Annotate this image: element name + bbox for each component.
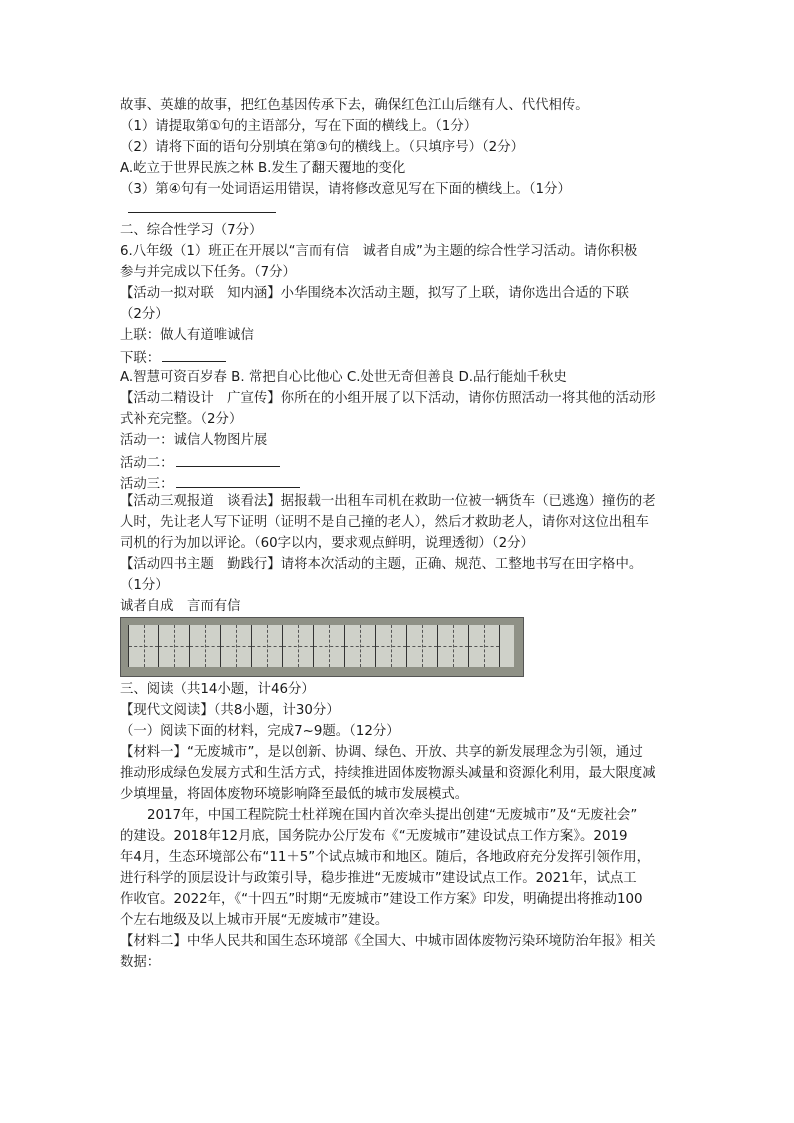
options-line: A.屹立于世界民族之林 B.发生了翻天覆地的变化 — [120, 161, 406, 176]
answer-blank — [128, 212, 276, 213]
grid-cell[interactable] — [283, 625, 314, 667]
grid-cell[interactable] — [376, 625, 407, 667]
grid-cell[interactable] — [407, 625, 438, 667]
upper-couplet: 上联：做人有道唯诚信 — [120, 328, 254, 343]
question-3: （3）第④句有一处词语运用错误，请将修改意见写在下面的横线上。（1分） — [120, 182, 571, 197]
question-2: （2）请将下面的语句分别填在第③句的横线上。（只填序号）（2分） — [120, 140, 524, 155]
activity-3: 【活动三观报道 谈看法】据报载一出租车司机在救助一位被一辆货车（已逃逸）撞伤的老 — [120, 494, 656, 509]
material-1: 【材料一】“无废城市”，是以创新、协调、绿色、开放、共享的新发展理念为引领，通过 — [120, 745, 643, 760]
grid-cell[interactable] — [438, 625, 469, 667]
text-line: （2分） — [120, 307, 169, 322]
grid-cell[interactable] — [345, 625, 376, 667]
grid-cell[interactable] — [128, 625, 159, 667]
text-line: 进行科学的顶层设计与政策引导，稳步推进“无废城市”建设试点工作。2021年，试点工 — [120, 871, 637, 886]
text-line: 年4月，生态环境部公布“11＋5”个试点城市和地区。随后，各地政府充分发挥引领作用， — [120, 850, 651, 865]
grid-cell[interactable] — [314, 625, 345, 667]
lower-couplet — [120, 347, 226, 369]
activity-1: 【活动一拟对联 知内涵】小华围绕本次活动主题，拟写了上联，请你选出合适的下联 — [120, 286, 629, 301]
options-line: A.智慧可资百岁春 B. 常把自心比他心 C.处世无奇但善良 D.品行能灿千秋史 — [120, 370, 567, 385]
text-line: 推动形成绿色发展方式和生活方式，持续推进固体废物源头减量和资源化利用，最大限度减 — [120, 766, 656, 781]
text-line: 数据： — [120, 955, 161, 970]
text-line: 个左右地级及以上城市开展“无废城市”建设。 — [120, 913, 389, 928]
answer-blank — [176, 473, 300, 488]
text-line: 人时，先让老人写下证明（证明不是自己撞的老人），然后才救助老人，请你对这位出租车 — [120, 515, 649, 530]
subsection-heading: （一）阅读下面的材料，完成7~9题。（12分） — [120, 724, 400, 739]
grid-cell[interactable] — [469, 625, 500, 667]
text-line: 司机的行为加以评论。（60字以内，要求观点鲜明，说理透彻）（2分） — [120, 536, 534, 551]
text-line: 2017年，中国工程院院士杜祥琬在国内首次牵头提出创建“无废城市”及“无废社会” — [147, 808, 638, 823]
tianzige-cells — [128, 625, 514, 667]
activity-item — [120, 452, 280, 474]
text-line: 参与并完成以下任务。（7分） — [120, 265, 296, 280]
grid-cell[interactable] — [221, 625, 252, 667]
text-line: 故事、英雄的故事，把红色基因传承下去，确保红色江山后继有人、代代相传。 — [120, 98, 589, 113]
question-1: （1）请提取第①句的主语部分，写在下面的横线上。（1分） — [120, 119, 478, 134]
activity-2: 【活动二精设计 广宣传】你所在的小组开展了以下活动，请你仿照活动一将其他的活动形 — [120, 391, 656, 406]
grid-cell[interactable] — [159, 625, 190, 667]
question-6: 6.八年级（1）班正在开展以“言而有信 诚者自成”为主题的综合性学习活动。请你积极 — [120, 244, 638, 259]
activity-label: 活动三： — [120, 477, 174, 492]
text-line: 作收官。2022年，《“十四五”时期“无废城市”建设工作方案》印发，明确提出将推动100 — [120, 892, 643, 907]
answer-blank — [176, 452, 280, 467]
text-line: 少填埋量，将固体废物环境影响降至最低的城市发展模式。 — [120, 787, 469, 802]
tianzige-grid — [120, 617, 524, 677]
subsection-heading: 【现代文阅读】（共8小题，计30分） — [120, 703, 340, 718]
text-line: 的建设。2018年12月底，国务院办公厅发布《“无废城市”建设试点工作方案》。2019 — [120, 829, 628, 844]
activity-item: 活动一：诚信人物图片展 — [120, 433, 268, 448]
activity-label: 活动二： — [120, 456, 174, 471]
grid-cell[interactable] — [252, 625, 283, 667]
text-line: 式补充完整。（2分） — [120, 412, 243, 427]
theme-text: 诚者自成 言而有信 — [120, 599, 241, 614]
activity-4: 【活动四书主题 勤践行】请将本次活动的主题，正确、规范、工整地书写在田字格中。 — [120, 557, 643, 572]
section-heading: 三、阅读（共14小题，计46分） — [120, 682, 315, 697]
grid-cell[interactable] — [190, 625, 221, 667]
section-heading: 二、综合性学习（7分） — [120, 223, 263, 238]
lower-couplet-label: 下联： — [120, 351, 161, 366]
text-line: （1分） — [120, 578, 169, 593]
answer-blank — [162, 347, 226, 362]
material-2: 【材料二】中华人民共和国生态环境部《全国大、中城市固体废物污染环境防治年报》相关 — [120, 934, 656, 949]
